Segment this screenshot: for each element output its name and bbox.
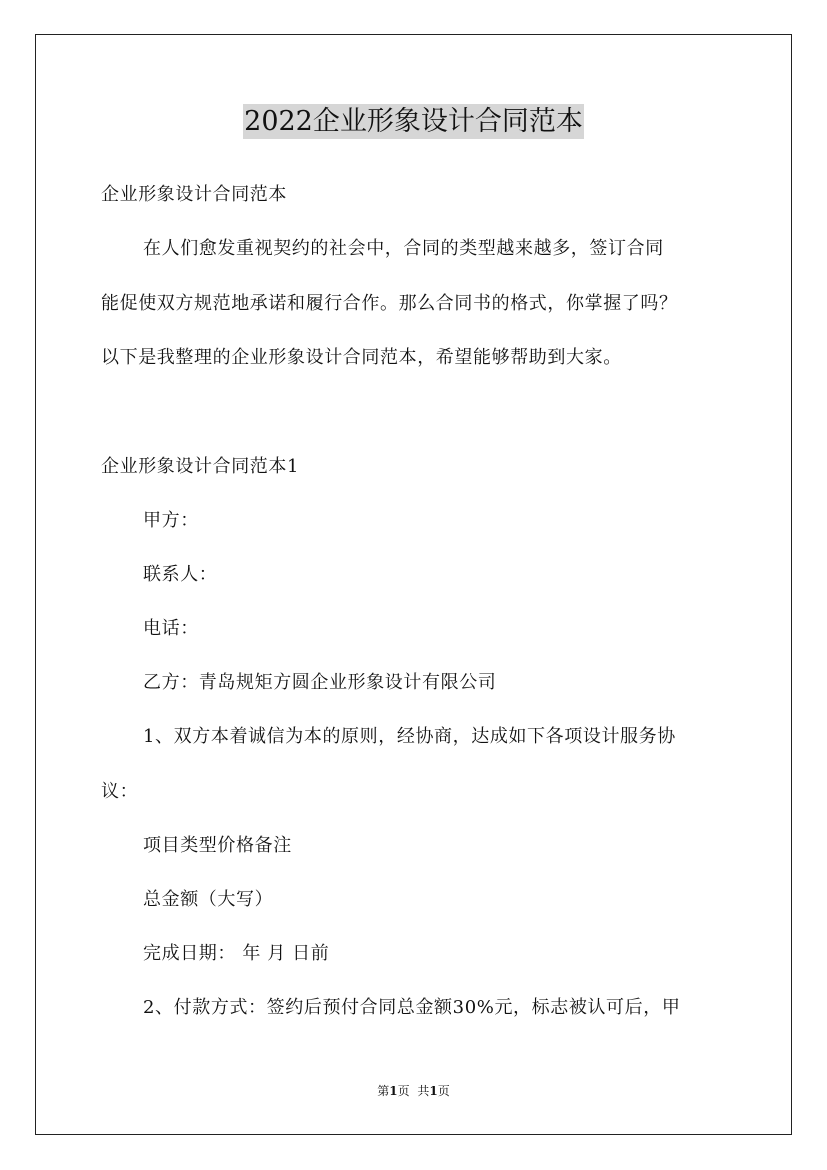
total-label-suffix: 页 [437, 1084, 450, 1098]
document-title-text: 2022企业形象设计合同范本 [244, 106, 583, 137]
contact-label: 联系人： [143, 564, 218, 585]
intro-line-2: 能促使双方规范地承诺和履行合作。那么合同书的格式，你掌握了吗？ [101, 293, 678, 314]
clause-2-line-1: 2、付款方式：签约后预付合同总金额30%元，标志被认可后，甲 [143, 997, 681, 1018]
party-a-label: 甲方： [143, 510, 199, 531]
page-label-suffix: 页 [397, 1084, 410, 1098]
clause-1-line-1: 1、双方本着诚信为本的原则，经协商，达成如下各项设计服务协 [143, 726, 676, 747]
item-header-line: 项目类型价格备注 [143, 835, 292, 856]
total-label-prefix: 共 [417, 1084, 430, 1098]
phone-label: 电话： [143, 618, 199, 639]
clause-1-line-2: 议： [101, 781, 139, 802]
intro-line-3: 以下是我整理的企业形象设计合同范本，希望能够帮助到大家。 [101, 347, 622, 368]
party-b-line: 乙方：青岛规矩方圆企业形象设计有限公司 [143, 672, 497, 693]
contract-heading: 企业形象设计合同范本1 [101, 456, 300, 477]
document-title [0, 100, 827, 144]
total-pages: 1 [429, 1084, 438, 1098]
total-amount-line: 总金额（大写） [143, 889, 274, 910]
intro-line-1: 在人们愈发重视契约的社会中，合同的类型越来越多，签订合同 [143, 238, 664, 259]
page-footer [0, 1083, 827, 1099]
page-label-prefix: 第 [377, 1084, 390, 1098]
completion-date-line: 完成日期： 年 月 日前 [143, 943, 330, 964]
section-heading: 企业形象设计合同范本 [101, 184, 287, 205]
page-number: 1 [389, 1084, 398, 1098]
